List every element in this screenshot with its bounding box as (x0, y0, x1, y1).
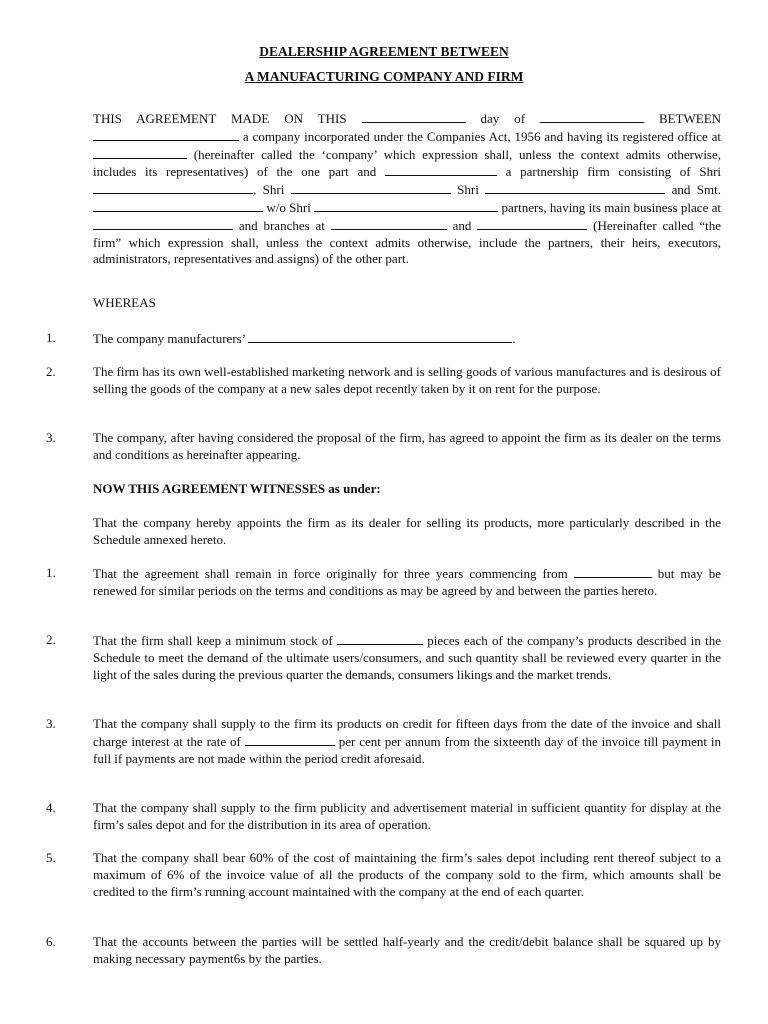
partner-4-blank (93, 199, 263, 212)
intro-text: partners, having its main business place at (501, 199, 722, 215)
intro-text: a company incorporated under the Companies Act, 1956 and having its registered office at (242, 128, 721, 144)
products-blank (248, 330, 512, 343)
intro-paragraph (93, 110, 721, 268)
appointment-paragraph: That the company hereby appoints the firm as its dealer for selling its products, more particularly described in the Schedule annexed hereto. (93, 515, 721, 547)
clause-number: 6. (46, 934, 56, 949)
whereas-number: 2. (46, 364, 56, 379)
clause-item (93, 565, 721, 600)
firm-name-blank (385, 163, 497, 176)
clause-text: but may be renewed for similar periods on the terms and conditions as may be agreed by and between the parties hereto. (93, 566, 722, 598)
company-name-blank (93, 128, 239, 141)
partner-3-blank (485, 181, 665, 194)
whereas-item: The firm has its own well-established marketing network and is selling goods of various manufactures and is desirous of selling the goods of the company at a new sales depot recently taken by it on rent for the purpose. (93, 364, 721, 396)
clause-number: 2. (46, 632, 56, 647)
clause-number: 4. (46, 800, 56, 815)
intro-text: , Shri (253, 182, 285, 198)
clause-text: That the company shall supply to the firm its products on credit for fifteen days from the date of the invoice and shall charge interest at the rate of (93, 716, 721, 749)
witnesses-heading: NOW THIS AGREEMENT WITNESSES as under: (93, 481, 381, 496)
month-blank (540, 110, 644, 123)
whereas-label: WHEREAS (93, 295, 156, 310)
clause-item: That the company shall supply to the firm publicity and advertisement material in sufficient quantity for display at the firm’s sales depot and for the distribution in its area of operation. (93, 800, 721, 832)
title-line-2: A MANUFACTURING COMPANY AND FIRM (244, 69, 524, 84)
partner-1-blank (93, 181, 253, 194)
whereas-item: The company, after having considered the proposal of the firm, has agreed to appoint the firm as its dealer on the terms and conditions as hereinafter appearing. (93, 430, 721, 462)
clause-item (93, 632, 721, 683)
whereas-text: The company manufacturers’ (93, 331, 246, 346)
office-blank (93, 146, 187, 159)
business-place-blank (93, 217, 233, 230)
clause-text: pieces each of the company’s products described in the Schedule to meet the demand of the ultimate users/consumers, and such quantity shall be reviewed every quarter in the light of the sales during the previous quarter the demands, consumers likings and the market trends. (93, 633, 722, 682)
clause-text: That the agreement shall remain in force originally for three years commencing from (93, 566, 568, 581)
clause-item (93, 716, 721, 767)
clause-number: 3. (46, 716, 56, 731)
date-blank (362, 110, 466, 123)
clause-number: 1. (46, 565, 56, 580)
branch-1-blank (331, 217, 447, 230)
clause-text: That the firm shall keep a minimum stock of (93, 633, 333, 648)
intro-text: w/o Shri (266, 199, 311, 215)
intro-text: (hereinafter called the ‘company’ which expression shall, unless the context admits otherwise, includes its representatives) of the one part and (93, 146, 722, 180)
intro-text: (Hereinafter called “the firm” which expression shall, unless the context admits otherwise, include the partners, their heirs, executors, administrators, representatives and assigns) of the other part. (93, 217, 722, 267)
branch-2-blank (477, 217, 587, 230)
intro-text: and Smt. (671, 182, 722, 198)
intro-text: THIS AGREEMENT MADE ON THIS (93, 111, 347, 126)
partner-5-blank (314, 199, 498, 212)
commencement-blank (574, 565, 652, 578)
intro-text: day of (480, 111, 526, 126)
whereas-number: 1. (46, 330, 56, 345)
intro-text: a partnership firm consisting of Shri (505, 164, 722, 180)
intro-text: and branches at (238, 217, 325, 233)
interest-rate-blank (245, 733, 335, 746)
stock-blank (337, 632, 423, 645)
clause-number: 5. (46, 850, 56, 865)
title-line-1: DEALERSHIP AGREEMENT BETWEEN (259, 44, 509, 59)
intro-text: Shri (457, 182, 479, 198)
whereas-number: 3. (46, 430, 56, 445)
clause-item: That the company shall bear 60% of the cost of maintaining the firm’s sales depot including rent thereof subject to a maximum of 6% of the invoice value of all the products of the company sold to the firm, which amounts shall be credited to the firm’s running account maintained with the company at the end of each quarter. (93, 850, 721, 899)
whereas-tail: . (512, 331, 516, 346)
clause-text: per cent per annum from the sixteenth day of the invoice till payment in full if payments are not made within the period credit aforesaid. (93, 733, 722, 766)
clause-item: That the accounts between the parties will be settled half-yearly and the credit/debit balance shall be squared up by making necessary payment6s by the parties. (93, 934, 721, 966)
partner-2-blank (291, 181, 451, 194)
whereas-item (93, 330, 721, 348)
intro-text: BETWEEN (658, 111, 722, 126)
intro-text: and (452, 217, 472, 233)
